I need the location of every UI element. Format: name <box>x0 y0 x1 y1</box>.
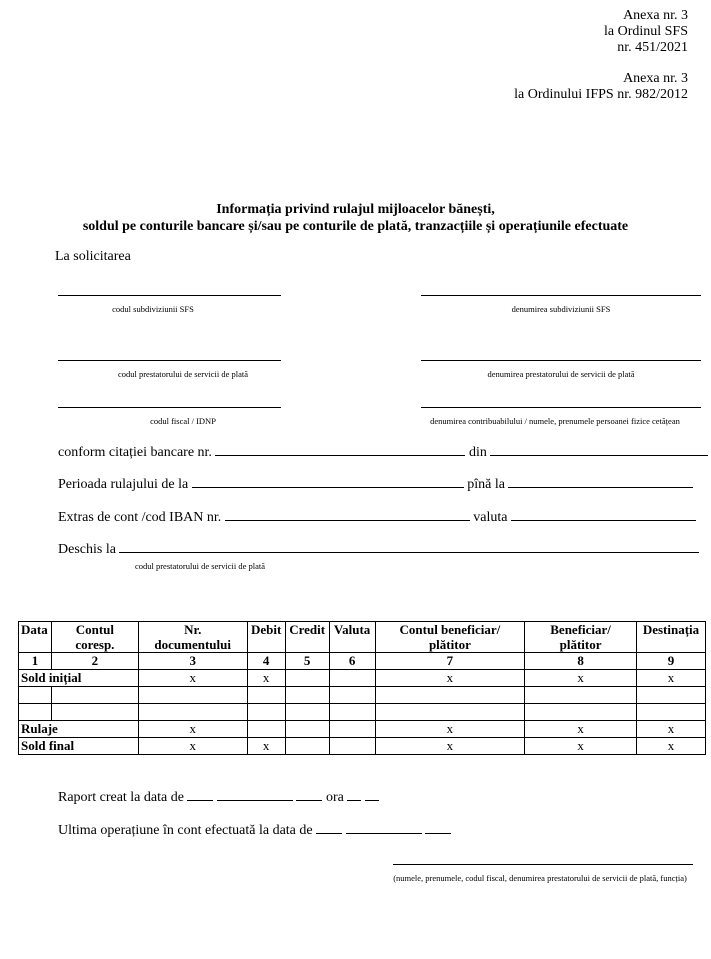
annex-line-2: la Ordinul SFS <box>603 24 688 39</box>
until-label: pînă la <box>467 477 505 492</box>
table-cell[interactable] <box>51 704 138 721</box>
na-mark: x <box>525 721 637 738</box>
account-row <box>58 508 696 526</box>
last-operation-label: Ultima operațiune în cont efectuată la data de <box>58 823 313 838</box>
annex-line-3: nr. 451/2021 <box>617 40 688 55</box>
provider-code-field[interactable] <box>58 360 281 361</box>
from-label: din <box>468 445 487 460</box>
annex-line-1: Anexa nr. 3 <box>623 8 688 23</box>
report-year-field[interactable] <box>296 788 322 801</box>
na-mark: x <box>247 670 285 687</box>
taxpayer-name-field[interactable] <box>421 407 701 408</box>
currency-field[interactable] <box>511 508 696 521</box>
na-mark: x <box>636 738 705 755</box>
table-cell[interactable] <box>285 704 329 721</box>
col-header-date: Data <box>19 622 52 653</box>
period-row <box>58 475 693 493</box>
table-cell[interactable] <box>525 687 637 704</box>
report-day-field[interactable] <box>187 788 213 801</box>
table-cell[interactable] <box>285 670 329 687</box>
col-header-corresp-account <box>51 622 138 653</box>
fiscal-code-caption: codul fiscal / IDNP <box>150 416 216 426</box>
table-cell[interactable] <box>375 704 525 721</box>
title-line-2: soldul pe conturile bancare și/sau pe conturile de plată, tranzacțiile și operațiunile efectuate <box>82 219 629 234</box>
na-mark: x <box>525 670 637 687</box>
col-number: 1 <box>19 653 52 670</box>
table-cell[interactable] <box>636 687 705 704</box>
period-label: Perioada rulajului de la <box>58 477 189 492</box>
initial-balance-label: Sold inițial <box>19 670 139 687</box>
report-created-label: Raport creat la data de <box>58 790 184 805</box>
opened-at-row <box>58 540 699 558</box>
turnover-label: Rulaje <box>19 721 139 738</box>
table-cell[interactable] <box>329 670 375 687</box>
col-number: 9 <box>636 653 705 670</box>
report-created-row <box>58 788 379 806</box>
fiscal-code-field[interactable] <box>58 407 281 408</box>
last-op-day-field[interactable] <box>316 821 342 834</box>
provider-code-caption: codul prestatorului de servicii de plată <box>117 369 249 379</box>
table-row <box>19 687 706 704</box>
table-cell[interactable] <box>636 704 705 721</box>
request-label: La solicitarea <box>55 249 131 264</box>
table-cell[interactable] <box>19 704 52 721</box>
col-number: 2 <box>51 653 138 670</box>
last-op-year-field[interactable] <box>425 821 451 834</box>
currency-label: valuta <box>473 510 508 525</box>
na-mark: x <box>375 670 525 687</box>
final-balance-label: Sold final <box>19 738 139 755</box>
col-header-purpose: Destinația <box>636 622 705 653</box>
account-label: Extras de cont /cod IBAN nr. <box>58 510 222 525</box>
table-cell[interactable] <box>329 704 375 721</box>
table-cell[interactable] <box>329 687 375 704</box>
col-header-doc-number <box>138 622 247 653</box>
table-cell[interactable] <box>19 687 52 704</box>
col-header-beneficiary-text: Beneficiar/ plătitor <box>550 622 611 652</box>
col-header-debit: Debit <box>247 622 285 653</box>
table-cell[interactable] <box>375 687 525 704</box>
operations-table <box>18 621 706 755</box>
na-mark: x <box>636 670 705 687</box>
col-header-beneficiary-account-text: Contul beneficiar/ plătitor <box>399 622 501 652</box>
last-operation-row <box>58 821 451 839</box>
table-cell[interactable] <box>247 721 285 738</box>
na-mark: x <box>375 721 525 738</box>
table-row-initial-balance <box>19 670 706 687</box>
table-cell[interactable] <box>285 721 329 738</box>
signature-field[interactable] <box>393 864 693 865</box>
na-mark: x <box>636 721 705 738</box>
provider-name-caption: denumirea prestatorului de servicii de plată <box>487 369 635 379</box>
table-cell[interactable] <box>247 687 285 704</box>
col-header-beneficiary-account <box>375 622 525 653</box>
period-end-field[interactable] <box>508 475 693 488</box>
annex-line-5: la Ordinului IFPS nr. 982/2012 <box>514 87 688 102</box>
col-header-credit: Credit <box>285 622 329 653</box>
sfs-code-caption: codul subdiviziunii SFS <box>112 304 194 314</box>
title-line-1: Informația privind rulajul mijloacelor bănești, <box>216 202 495 217</box>
report-month-field[interactable] <box>217 788 293 801</box>
iban-field[interactable] <box>225 508 470 521</box>
annex-header <box>514 8 688 103</box>
report-time-label: ora <box>325 790 344 805</box>
table-row <box>19 704 706 721</box>
opened-at-field[interactable] <box>119 540 699 553</box>
col-header-corresp-account-text: Contul coresp. <box>75 622 115 652</box>
signature-caption: (numele, prenumele, codul fiscal, denumirea prestatorului de servicii de plată, funcția) <box>393 873 687 883</box>
report-minute-field[interactable] <box>365 788 379 801</box>
col-number: 3 <box>138 653 247 670</box>
col-header-beneficiary <box>525 622 637 653</box>
na-mark: x <box>247 738 285 755</box>
na-mark: x <box>375 738 525 755</box>
na-mark: x <box>138 721 247 738</box>
col-number: 8 <box>525 653 637 670</box>
table-cell[interactable] <box>329 721 375 738</box>
annex-line-4: Anexa nr. 3 <box>623 71 688 86</box>
col-number: 6 <box>329 653 375 670</box>
opened-at-caption: codul prestatorului de servicii de plată <box>134 561 266 571</box>
col-header-doc-number-text: Nr. documentului <box>154 622 231 652</box>
sfs-name-field[interactable] <box>421 295 701 296</box>
table-cell[interactable] <box>329 738 375 755</box>
opened-at-label: Deschis la <box>58 542 116 557</box>
period-start-field[interactable] <box>192 475 464 488</box>
table-cell[interactable] <box>285 738 329 755</box>
na-mark: x <box>525 738 637 755</box>
citation-date-field[interactable] <box>490 443 708 456</box>
col-number: 4 <box>247 653 285 670</box>
provider-name-field[interactable] <box>421 360 701 361</box>
col-number: 7 <box>375 653 525 670</box>
document-title <box>0 201 711 235</box>
table-cell[interactable] <box>138 687 247 704</box>
report-hour-field[interactable] <box>347 788 361 801</box>
col-number: 5 <box>285 653 329 670</box>
table-row-final-balance <box>19 738 706 755</box>
sfs-name-caption: denumirea subdiviziunii SFS <box>511 304 611 314</box>
citation-label: conform citației bancare nr. <box>58 445 212 460</box>
sfs-code-field[interactable] <box>58 295 281 296</box>
col-header-currency: Valuta <box>329 622 375 653</box>
last-op-month-field[interactable] <box>346 821 422 834</box>
taxpayer-name-caption: denumirea contribuabilului / numele, prenumele persoanei fizice cetățean <box>430 416 680 426</box>
table-row-turnover <box>19 721 706 738</box>
table-cell[interactable] <box>285 687 329 704</box>
table-cell[interactable] <box>247 704 285 721</box>
na-mark: x <box>138 670 247 687</box>
table-cell[interactable] <box>138 704 247 721</box>
table-cell[interactable] <box>51 687 138 704</box>
citation-row <box>58 443 708 461</box>
table-cell[interactable] <box>525 704 637 721</box>
na-mark: x <box>138 738 247 755</box>
table-header-row <box>19 622 706 653</box>
citation-number-field[interactable] <box>215 443 465 456</box>
table-numbers-row <box>19 653 706 670</box>
